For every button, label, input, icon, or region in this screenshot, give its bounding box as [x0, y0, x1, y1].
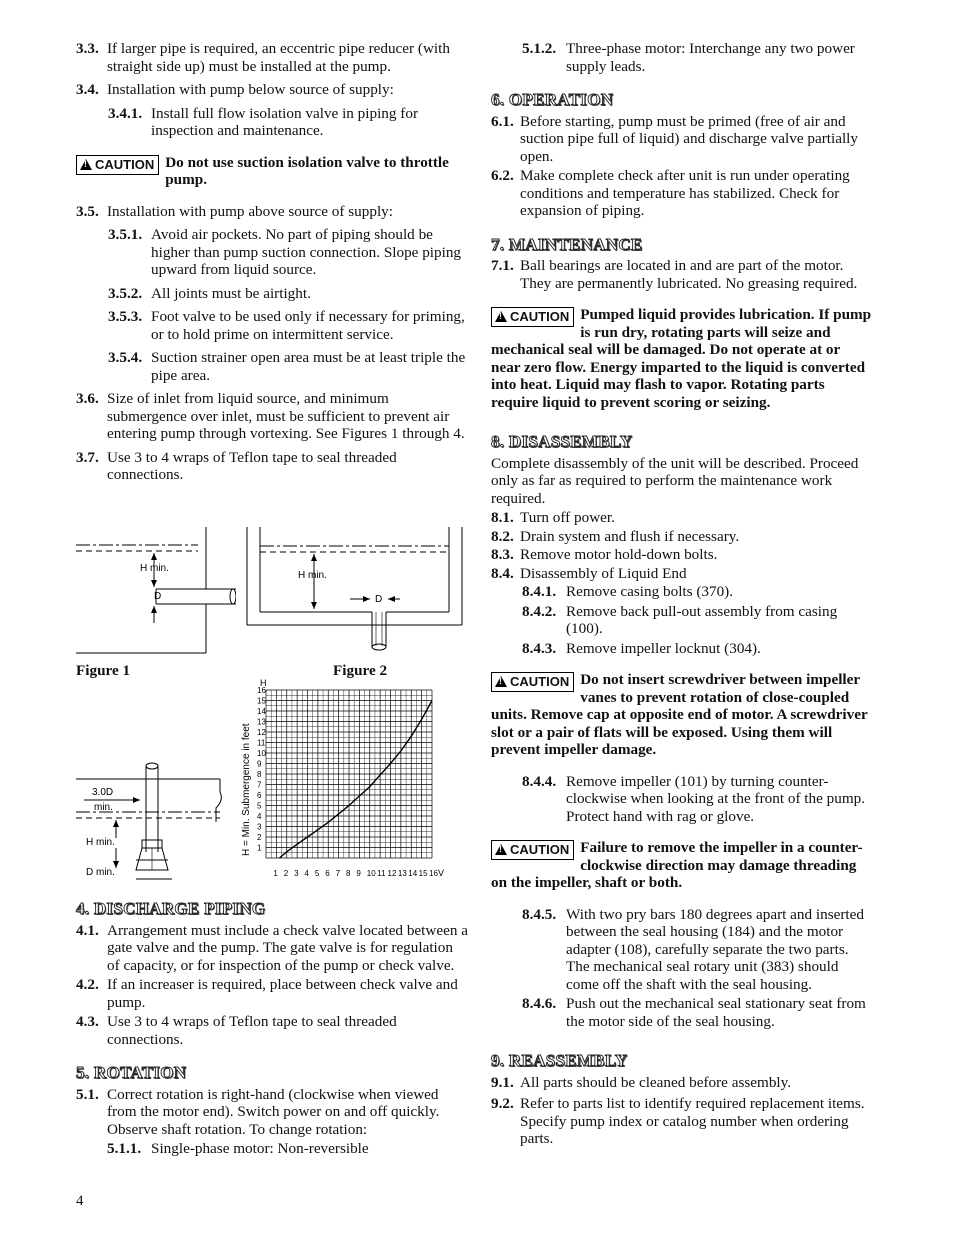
- left-column-bottom: [76, 900, 468, 1164]
- step-3-5-1: 3.5.1. Avoid air pockets. No part of piping should be higher than pump suction connection. Slope piping upward from liquid source.: [108, 226, 462, 278]
- step-4-2: 4.2. If an increaser is required, place between check valve and pump.: [76, 976, 458, 1011]
- caution-note-2: !CAUTION Pumped liquid provides lubrication. If pump is run dry, rotating parts will seize and mechanical seal will be damaged. Do not operate at or near zero flow. Energy imparted to the liquid is converted into heat. Liquid may flash to vapor. Rotating parts require liquid to prevent scoring or seizing.: [491, 306, 873, 411]
- arrow-down-icon: [311, 602, 317, 609]
- step-4-3: 4.3. Use 3 to 4 wraps of Teflon tape to seal threaded connections.: [76, 1013, 397, 1048]
- right-column: [491, 40, 873, 1154]
- heading-reassembly: 9. REASSEMBLY: [491, 1051, 628, 1070]
- d-min-label: D min.: [86, 867, 115, 878]
- arrow-up-icon: [151, 606, 157, 613]
- y-axis-label: H = Min. Submergence in feet: [241, 723, 252, 856]
- step-3-3: 3.3. If larger pipe is required, an eccentric pipe reducer (with straight side up) must be installed at the pump.: [76, 40, 450, 75]
- x-tick-label: 12: [387, 869, 397, 878]
- x-tick-label: 6: [325, 869, 330, 878]
- y-tick-label: 6: [257, 791, 262, 800]
- page-number: 4: [76, 1193, 84, 1209]
- warning-triangle-icon: [80, 159, 92, 170]
- step-3-4: 3.4. Installation with pump below source of supply:: [76, 81, 394, 98]
- caution-note-3: !CAUTION Do not insert screwdriver between impeller vanes to prevent rotation of close-coupled units. Remove cap at opposite end of motor. A screwdriver slot or a pair of flats will be exposed. Using them will prevent impeller damage.: [491, 671, 873, 759]
- figure-1-diagram: [76, 527, 236, 657]
- step-5-1: 5.1. Correct rotation is right-hand (clockwise when viewed from the motor end). Switch power on and off quickly. Observe shaft rotation. To change rotation:: [76, 1085, 440, 1138]
- warning-triangle-icon: [495, 676, 507, 687]
- step-6-2: 6.2. Make complete check after unit is run under operating conditions and temperature has stabilized. Check for expansion of piping.: [491, 167, 850, 219]
- y-tick-label: 9: [257, 759, 262, 769]
- x-tick-label: 7: [335, 869, 341, 878]
- h-min-label: H min.: [140, 563, 169, 574]
- submergence-chart: [236, 674, 458, 884]
- y-tick-label: 10: [257, 749, 266, 758]
- h-min-label: H min.: [298, 570, 327, 581]
- x-tick-label: 1: [273, 869, 278, 878]
- step-8-4-5: 8.4.5. With two pry bars 180 degrees apart and inserted between the seal housing (184) and the motor adapter (108), carefully separate the two parts. The mechanical seal rotary unit (383) should come off the shaft with the seal housing.: [522, 905, 864, 993]
- step-5-1-2: 5.1.2. Three-phase motor: Interchange any two power supply leads.: [522, 40, 855, 75]
- heading-maintenance: 7. MAINTENANCE: [491, 234, 643, 254]
- x-tick-label: 9: [356, 869, 361, 878]
- figure-3-diagram: [76, 762, 224, 880]
- figure-2-caption: Figure 2: [333, 662, 388, 679]
- y-tick-label: 7: [257, 780, 262, 790]
- y-tick-label: 5: [257, 801, 262, 811]
- step-3-7: 3.7. Use 3 to 4 wraps of Teflon tape to seal threaded connections.: [76, 448, 397, 483]
- step-9-2: 9.2. Refer to parts list to identify required replacement items. Specify pump index or catalog number when ordering parts.: [491, 1095, 865, 1147]
- caution-badge: !CAUTION: [491, 840, 574, 860]
- step-8-4-2: 8.4.2. Remove back pull-out assembly from casing (100).: [522, 602, 838, 637]
- step-9-1: 9.1. All parts should be cleaned before assembly.: [491, 1073, 792, 1091]
- x-tick-label: 8: [346, 869, 351, 878]
- x-tick-label: 3: [294, 869, 299, 878]
- x-tick-label: 10: [366, 869, 376, 878]
- step-3-5-3: 3.5.3. Foot valve to be used only if necessary for priming, or to hold prime on intermittent service.: [108, 308, 465, 343]
- y-tick-label: 4: [257, 812, 262, 821]
- figure-2-diagram: [246, 527, 466, 655]
- x-tick-label: 15: [418, 869, 428, 878]
- caution-note-1: !CAUTION Do not use suction isolation valve to throttle pump.: [76, 154, 468, 189]
- y-tick-label: 8: [257, 770, 262, 779]
- y-tick-label: 11: [257, 738, 266, 748]
- three-d-label: 3.0D: [92, 787, 114, 798]
- arrow-down-icon: [151, 580, 157, 587]
- x-tick-label: 14: [408, 869, 418, 878]
- step-8-4-4: 8.4.4. Remove impeller (101) by turning counter-clockwise when looking at the front of the pump. Protect hand with rag or glove.: [522, 772, 866, 825]
- caution-badge: !CAUTION: [491, 307, 574, 327]
- x-axis-letter: V: [438, 868, 445, 878]
- x-tick-label: 16: [429, 869, 438, 878]
- d-label: D: [375, 594, 383, 605]
- heading-discharge-piping: 4. DISCHARGE PIPING: [76, 899, 266, 918]
- arrow-up-icon: [113, 820, 119, 827]
- step-8-4-3: 8.4.3. Remove impeller locknut (304).: [522, 639, 761, 657]
- heading-operation: 6. OPERATION: [491, 90, 614, 109]
- x-tick-label: 5: [314, 869, 320, 878]
- warning-triangle-icon: [495, 844, 507, 855]
- caution-badge: !CAUTION: [491, 672, 574, 692]
- step-8-4: 8.4. Disassembly of Liquid End: [491, 564, 687, 582]
- step-6-1: 6.1. Before starting, pump must be primed (free of air and suction pipe full of liquid) and discharge valve partially open.: [491, 112, 858, 165]
- step-8-4-6: 8.4.6. Push out the mechanical seal stationary seat from the motor side of the seal housing.: [522, 995, 866, 1030]
- caution-note-4: !CAUTION Failure to remove the impeller in a counter-clockwise direction may damage threading on the impeller, shaft or both.: [491, 839, 873, 892]
- arrow-right-icon: [133, 797, 140, 803]
- step-4-1: 4.1. Arrangement must include a check valve located between a gate valve and the pump. The gate valve is for regulation of capacity, or for inspection of the pump or check valve.: [76, 921, 468, 974]
- step-3-5-4: 3.5.4. Suction strainer open area must be at least triple the pipe area.: [108, 349, 466, 384]
- y-tick-label: 14: [257, 707, 266, 716]
- y-tick-label: 1: [257, 843, 262, 853]
- h-min-label: H min.: [86, 837, 115, 848]
- step-8-2: 8.2. Drain system and flush if necessary.: [491, 527, 740, 545]
- x-tick-label: 4: [304, 869, 309, 878]
- arrow-up-icon: [151, 553, 157, 560]
- step-3-6: 3.6. Size of inlet from liquid source, and minimum submergence over inlet, must be sufficient to prevent air entering pump through vortexing. See Figures 1 through 4.: [76, 390, 465, 442]
- left-column: [76, 40, 468, 490]
- step-7-1: 7.1. Ball bearings are located in and are part of the motor. They are permanently lubricated. No greasing required.: [491, 257, 858, 292]
- x-tick-label: 11: [377, 869, 386, 878]
- x-tick-label: 2: [283, 869, 289, 878]
- step-3-5-2: 3.5.2. All joints must be airtight.: [108, 284, 311, 302]
- step-8-1: 8.1. Turn off power.: [491, 509, 615, 526]
- y-tick-label: 3: [257, 822, 262, 832]
- step-8-3: 8.3. Remove motor hold-down bolts.: [491, 546, 718, 563]
- step-5-1-1: 5.1.1. Single-phase motor: Non-reversible: [107, 1140, 369, 1157]
- y-tick-label: 12: [257, 728, 266, 737]
- arrow-left-icon: [388, 596, 395, 602]
- step-3-5: 3.5. Installation with pump above source of supply:: [76, 202, 393, 220]
- d-label: D: [154, 591, 162, 602]
- y-tick-label: 15: [257, 696, 266, 706]
- warning-triangle-icon: [495, 311, 507, 322]
- caution-badge: !CAUTION: [76, 155, 159, 175]
- x-tick-label: 13: [397, 869, 407, 878]
- disassembly-intro: Complete disassembly of the unit will be described. Proceed only as far as required to perform the maintenance work required.: [491, 454, 859, 507]
- y-tick-label: 13: [257, 717, 266, 727]
- arrow-up-icon: [311, 554, 317, 561]
- figure-1-caption: Figure 1: [76, 662, 131, 679]
- y-tick-label: 2: [257, 833, 262, 842]
- heading-disassembly: 8. DISASSEMBLY: [491, 432, 633, 451]
- step-8-4-1: 8.4.1. Remove casing bolts (370).: [522, 583, 734, 600]
- heading-rotation: 5. ROTATION: [76, 1063, 187, 1082]
- y-axis-letter: H: [260, 678, 267, 688]
- step-3-4-1: 3.4.1. Install full flow isolation valve in piping for inspection and maintenance.: [108, 104, 419, 139]
- arrow-right-icon: [363, 596, 370, 602]
- min-label: min.: [94, 802, 113, 813]
- y-tick-label: 16: [257, 686, 266, 695]
